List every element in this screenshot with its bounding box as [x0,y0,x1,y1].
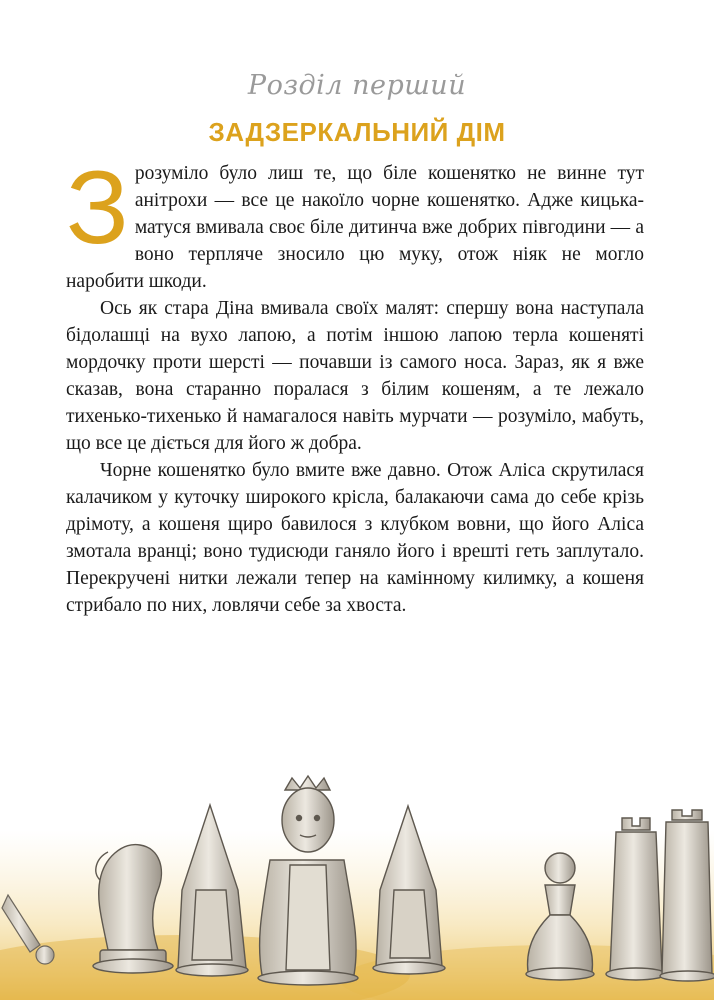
rook-piece-icon [660,810,714,981]
chess-pieces-illustration [0,740,714,1000]
chapter-label: Розділ перший [247,70,467,101]
body-text [66,150,644,619]
paragraph-1-text: розуміло було лиш те, що біле кошенятко не винне тут анітрохи — все це накоїло чорне кошенятко. Адже кицька-матуся вмивала своє біле дитинча вже добрих півгодини — а воно терпляче зносило цю муку, отож ніяк не могло наробити шкоди. [66,163,644,292]
paragraph-2: Ось як стара Діна вмивала своїх малят: спершу вона наступала бідолашці на вухо лапою, а потім іншою лапою терла кошеняті мордочку проти шерсті — почавши із самого носа. Зараз, як я вже сказав, вона старанно поралася з білим кошеням, а те лежало тихенько-тихенько й намагалося навіть мурчати — розуміло, мабуть, що все це діється для його ж добра. [66,298,644,454]
drop-cap: З [66,150,129,266]
rook-piece-icon [606,818,666,980]
queen-piece-icon [258,776,358,985]
chapter-title: ЗАДЗЕРКАЛЬНИЙ ДІМ [208,117,506,147]
paragraph-3: Чорне кошенятко було вмите вже давно. Отож Аліса скрутилася калачиком у куточку широкого крісла, балакаючи сама до себе крізь дрімоту, а кошеня щиро бавилося з клубком вовни, що його Аліса змотала вранці; воно тудисюди ганяло його і врешті геть заплутало. Перекручені нитки лежали тепер на камінному килимку, а кошеня стрибало по них, ловлячи себе за хвоста. [66,460,644,616]
paragraph-1 [66,150,644,295]
